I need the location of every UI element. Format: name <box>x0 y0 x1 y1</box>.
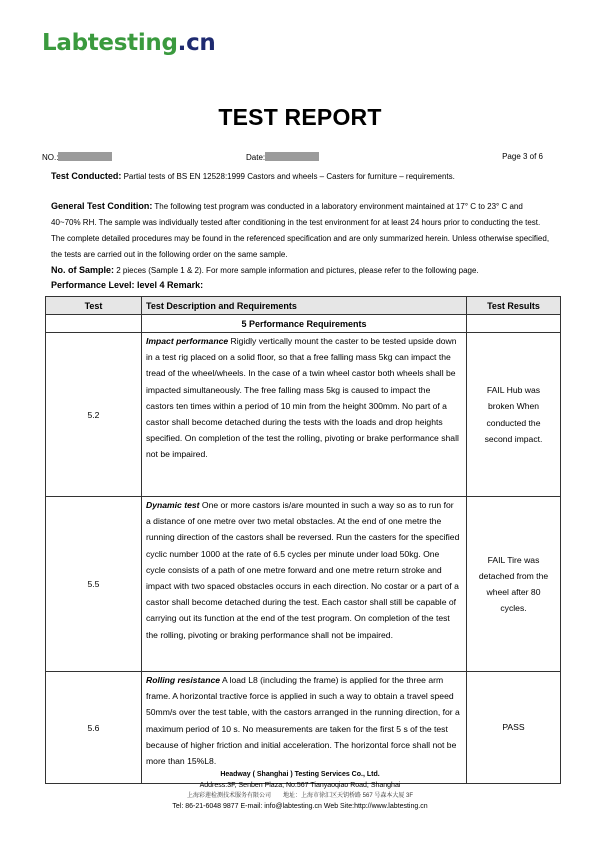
header-test: Test <box>46 297 142 315</box>
test-description <box>142 672 467 784</box>
footer-address: Address:3F, Senben Plaza, No.567 Tianyaoqiao Road, Shanghai <box>199 781 401 789</box>
clause-number: 5.6 <box>46 672 142 784</box>
report-date <box>246 152 319 162</box>
section-spacer <box>467 315 561 333</box>
performance-level <box>51 277 551 294</box>
test-description <box>142 497 467 672</box>
footer-address-cn: 上海彩莲检测技术服务有限公司 地址：上海市徐汇区天钥桥路 567 号森本大厦 3F <box>186 793 413 799</box>
header-results: Test Results <box>467 297 561 315</box>
header-description: Test Description and Requirements <box>142 297 467 315</box>
company-logo <box>42 30 216 56</box>
test-name: Impact performance <box>146 336 229 346</box>
report-date-label: Date: <box>246 153 266 162</box>
redacted-date <box>265 152 319 161</box>
section-title: 5 Performance Requirements <box>142 315 467 333</box>
test-requirement-text: One or more castors is/are mounted in such a way so as to run for a distance of one metre over two metal obstacles. At the end of one metre the running direction of the castors shall be reversed. Run the casters for the specified cyclic number 1000 at the rate of 6.5 cycles per minute under load 50kg. One cycle consists of a path of one metre forward and one metre return stroke and impact with two spaced obstacles occurs in each direction. No costar or a part of a castor shall become detached during the test. Each castor shall still be capable of carrying out its function at the end of the test program. On completion of the test the rolling, pivoting or braking performance shall not be impaired. <box>146 500 460 640</box>
test-description <box>142 333 467 497</box>
general-test-condition <box>51 198 551 263</box>
sample-count-label: No. of Sample: <box>51 265 115 275</box>
report-number-label: NO.: <box>42 153 59 162</box>
test-conducted-label: Test Conducted: <box>51 171 122 181</box>
table-row <box>46 672 561 784</box>
table-row <box>46 333 561 497</box>
test-name: Rolling resistance <box>146 675 221 685</box>
redacted-number <box>58 152 112 161</box>
table-row <box>46 497 561 672</box>
table-header-row <box>46 297 561 315</box>
section-row <box>46 315 561 333</box>
test-result: PASS <box>467 672 561 784</box>
test-name: Dynamic test <box>146 500 200 510</box>
report-title: TEST REPORT <box>218 104 382 130</box>
test-conducted <box>51 168 551 185</box>
footer-contact: Tel: 86-21-6048 9877 E-mail: info@labtesting.cn Web Site:http://www.labtesting.cn <box>172 802 428 810</box>
test-results-table <box>45 296 561 784</box>
section-spacer <box>46 315 142 333</box>
general-condition-label: General Test Condition: <box>51 201 153 211</box>
general-condition-text: The following test program was conducted in a laboratory environment maintained at 17° C to 23° C and 40~70% RH. The sample was individually tested after conditioning in the test environment for at least 24 hours prior to conducting the test. The complete detailed procedures may be found in the referenced specification and are only summarized herein. Unless otherwise specified, the tests are carried out in the following order on the same sample. <box>51 202 550 259</box>
report-number <box>42 152 112 162</box>
clause-number: 5.2 <box>46 333 142 497</box>
page-number: Page 3 of 6 <box>502 152 543 161</box>
performance-level-label: Performance Level: level 4 Remark: <box>51 280 204 290</box>
test-requirement-text: Rigidly vertically mount the caster to be tested upside down in a test rig placed on a solid floor, so that a free falling mass 5kg can impact the tread of the wheel/wheels. In the case of a twin wheel castor both wheels shall be impacted simultaneously. The free falling mass 5kg is caused to impact the castors ten times within a period of 10 min from the height 300mm. No part of a castor shall become detached during the tests with the loads and drop heights specified. On completion of the test the rolling, pivoting or brake performance shall not be impaired. <box>146 336 459 460</box>
logo-main: Labtesting <box>42 30 178 56</box>
test-result: FAIL Hub was broken When conducted the second impact. <box>467 333 561 497</box>
footer-company: Headway ( Shanghai ) Testing Services Co., Ltd. <box>220 771 380 778</box>
clause-number: 5.5 <box>46 497 142 672</box>
sample-count-text: 2 pieces (Sample 1 & 2). For more sample information and pictures, please refer to the following page. <box>114 266 479 275</box>
test-result: FAIL Tire was detached from the wheel after 80 cycles. <box>467 497 561 672</box>
page-footer <box>0 770 600 812</box>
logo-tld: .cn <box>177 30 216 56</box>
test-requirement-text: A load L8 (including the frame) is applied for the three arm frame. A horizontal tractive force is applied in such a way to obtain a travel speed 50mm/s over the test table, with the castors arranged in the running direction, for a maximum period of 10 s. No measurements are taken for the first 5 s of the test because of higher friction and initial acceleration. The horizontal force shall not be more than 15%L8. <box>146 675 460 767</box>
test-conducted-text: Partial tests of BS EN 12528:1999 Castors and wheels – Casters for furniture – requirements. <box>121 172 455 181</box>
